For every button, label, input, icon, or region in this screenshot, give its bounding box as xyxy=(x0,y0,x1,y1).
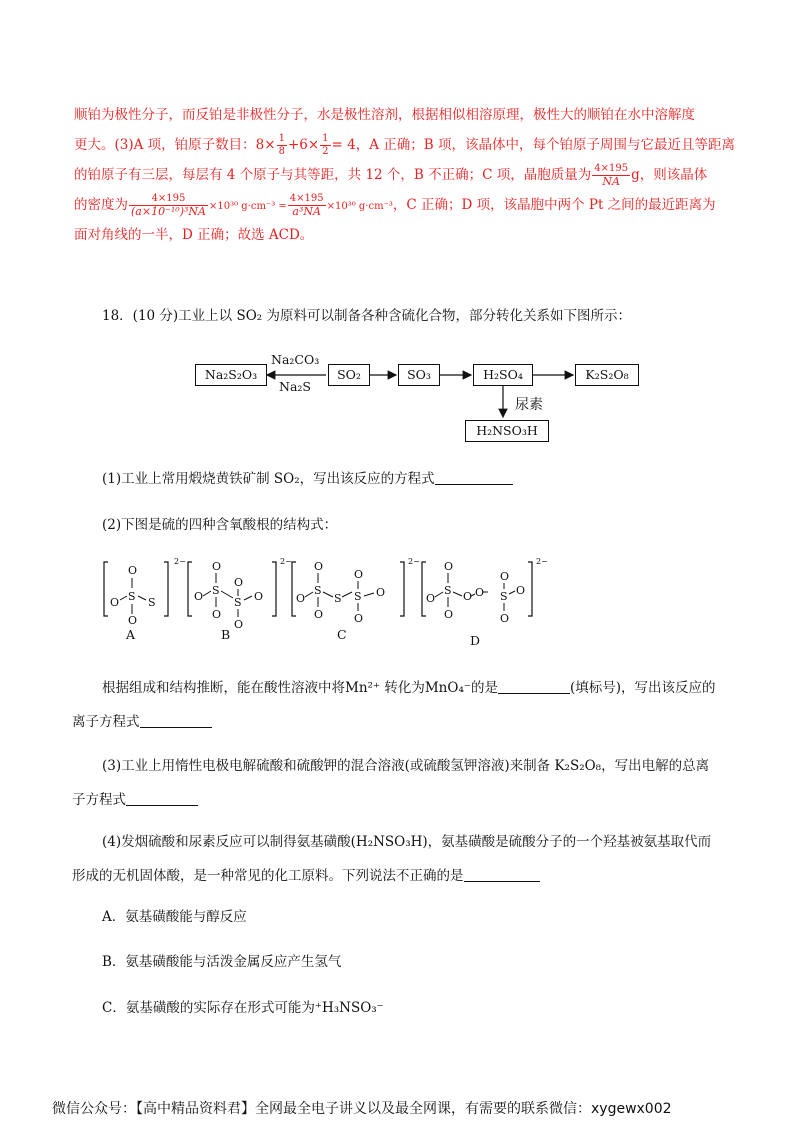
fraction: $\frac{1}{2}$ xyxy=(322,133,329,157)
answer-line-2: 更大。(3)A 项，铂原子数目：8× $\frac{1}{8}$ +6× $\frac{1}{2}$ = 4，A 正确；B 项，该晶体中，每个铂原子周围与它最近且等距离 xyxy=(74,133,736,157)
answer-blank[interactable] xyxy=(140,713,212,728)
structure-b xyxy=(188,557,292,631)
conversion-flow-diagram xyxy=(195,352,645,444)
question-part-3: (3)工业上用惰性电极电解硫酸和硫酸钾的混合溶液(或硫酸氢钾溶液)来制备 K₂S₂O₈，写出电解的总离 子方程式 xyxy=(72,758,710,808)
fraction: $\frac{1}{8}$ xyxy=(278,133,285,157)
svg-text:2−: 2− xyxy=(174,557,186,566)
svg-text:O: O xyxy=(500,612,510,625)
structure-label-b: B xyxy=(221,627,231,642)
svg-text:O: O xyxy=(354,612,364,625)
option-b: B．氨基磺酸能与活泼金属反应产生氢气 xyxy=(102,954,342,970)
svg-text:S: S xyxy=(212,584,220,597)
svg-text:O: O xyxy=(463,590,473,603)
answer-blank[interactable] xyxy=(435,470,513,485)
answer-line-3: 的铂原子有三层，每层有 4 个原子与其等距，共 12 个，B 不正确；C 项，晶胞质量为 $\frac{4\times 195}{NA}$ g，则该晶体 xyxy=(74,163,708,188)
structure-a xyxy=(104,557,186,627)
svg-text:S: S xyxy=(128,590,136,603)
question-part-2-b: 根据组成和结构推断，能在酸性溶液中将Mn²⁺ 转化为MnO₄⁻的是 (填标号)，写出该反应的 离子方程式 xyxy=(72,680,716,730)
box-h2so4: H₂SO₄ xyxy=(473,364,533,386)
question-part-1: (1)工业上常用煅烧黄铁矿制 SO₂，写出该反应的方程式 xyxy=(102,465,742,493)
svg-text:S: S xyxy=(148,596,156,609)
answer-line-5: 面对角线的一半，D 正确；故选 ACD。 xyxy=(74,227,314,243)
fraction: $\frac{4\times 195}{\text{(a×10⁻¹⁰)³NA}}$ xyxy=(131,193,206,218)
svg-text:S: S xyxy=(354,590,362,603)
structure-label-d: D xyxy=(470,633,481,648)
svg-text:O: O xyxy=(234,576,244,589)
oxoacid-structures xyxy=(100,556,560,656)
question-part-4: (4)发烟硫酸和尿素反应可以制得氨基磺酸(H₂NSO₃H)，氨基磺酸是硫酸分子的一个羟基被氨基取代而 形成的无机固体酸，是一种常见的化工原料。下列说法不正确的是 xyxy=(72,834,712,884)
answer-blank[interactable] xyxy=(126,791,198,806)
fraction: $\frac{4\times 195}{\text{a³NA}}$ xyxy=(289,193,324,218)
label-urea: 尿素 xyxy=(515,397,543,413)
svg-text:2−: 2− xyxy=(536,557,548,566)
answer-blank[interactable] xyxy=(464,867,540,882)
answer-blank[interactable] xyxy=(498,679,570,694)
option-a: A．氨基磺酸能与醇反应 xyxy=(102,909,247,925)
box-k2s2o8: K₂S₂O₈ xyxy=(575,364,639,386)
option-c: C．氨基磺酸的实际存在形式可能为⁺H₃NSO₃⁻ xyxy=(102,1000,384,1016)
svg-text:O: O xyxy=(376,586,386,599)
svg-text:O: O xyxy=(500,570,510,583)
svg-text:2−: 2− xyxy=(280,557,292,566)
answer-line-4: 的密度为 $\frac{4\times 195}{\text{(a×10⁻¹⁰)³NA}}$ ×10³⁰ g·cm⁻³ = $\frac{4\times 195}{\text{a³NA}}$ ×10³⁰ g·cm⁻³，C 正确；D 项，该晶胞中两个 Pt 之间的最近距离为 xyxy=(74,193,716,218)
svg-text:O: O xyxy=(128,564,138,577)
svg-text:O: O xyxy=(314,560,324,573)
svg-text:O: O xyxy=(426,592,436,605)
svg-text:O: O xyxy=(296,592,306,605)
box-so2: SO₂ xyxy=(328,364,370,386)
svg-text:O: O xyxy=(314,608,324,621)
question-title: 18．(10 分)工业上以 SO₂ 为原料可以制备各种含硫化合物，部分转化关系如下图所示： xyxy=(102,308,631,324)
svg-text:O: O xyxy=(475,586,485,599)
svg-text:O: O xyxy=(254,590,264,603)
svg-text:2−: 2− xyxy=(408,557,420,566)
box-na2s2o3: Na₂S₂O₃ xyxy=(195,364,267,386)
svg-text:O: O xyxy=(212,560,222,573)
page-footer: 微信公众号：【高中精品资料君】全网最全电子讲义以及最全网课，有需要的联系微信：xygewx002 xyxy=(52,1101,672,1117)
svg-text:O: O xyxy=(128,614,138,627)
label-na2s: Na₂S xyxy=(279,379,311,394)
svg-text:O: O xyxy=(444,560,454,573)
question-part-2: (2)下图是硫的四种含氧酸根的结构式： xyxy=(102,517,338,533)
svg-text:O: O xyxy=(194,590,204,603)
svg-text:S: S xyxy=(334,592,342,605)
svg-text:S: S xyxy=(500,590,508,603)
svg-text:S: S xyxy=(444,584,452,597)
structure-label-a: A xyxy=(126,627,136,642)
svg-text:S: S xyxy=(314,584,322,597)
svg-text:O: O xyxy=(516,584,526,597)
label-na2co3: Na₂CO₃ xyxy=(271,352,320,367)
svg-text:O: O xyxy=(444,608,454,621)
fraction: $\frac{4\times 195}{NA}$ xyxy=(594,163,629,188)
structure-c xyxy=(292,557,420,625)
structure-d xyxy=(422,557,548,625)
svg-text:O: O xyxy=(212,608,222,621)
structure-label-c: C xyxy=(337,627,347,642)
svg-text:O: O xyxy=(234,618,244,631)
answer-line-1: 顺铂为极性分子，而反铂是非极性分子，水是极性溶剂，根据相似相溶原理，极性大的顺铂在水中溶解度 xyxy=(74,107,695,123)
svg-text:S: S xyxy=(234,596,242,609)
svg-text:O: O xyxy=(110,596,120,609)
answer-explanation xyxy=(74,100,734,250)
box-h2nso3h: H₂NSO₃H xyxy=(465,420,549,442)
box-so3: SO₃ xyxy=(398,364,440,386)
svg-text:O: O xyxy=(354,568,364,581)
